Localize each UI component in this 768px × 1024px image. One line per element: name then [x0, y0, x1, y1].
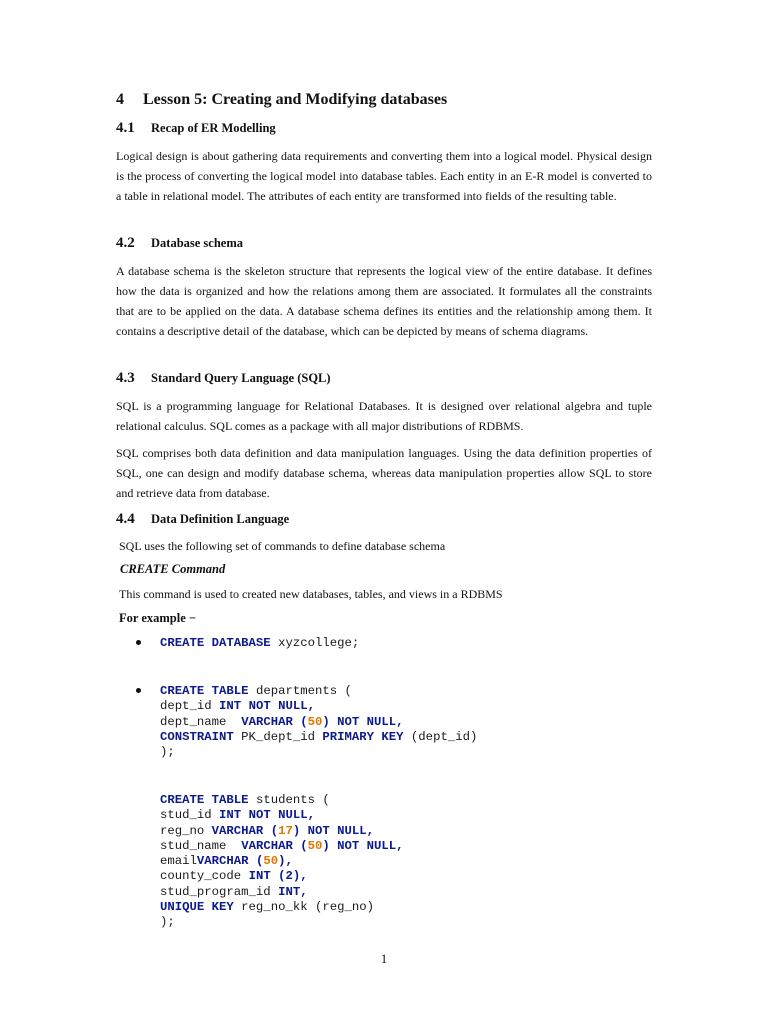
bullet [136, 640, 141, 645]
section-heading-4-4: 4.4 Data Definition Language [116, 511, 290, 527]
paragraph-schema: A database schema is the skeleton structure that represents the logical view of the entire database. It defines how the data is organized and how the relations among them are associated. It formulates all the constraints that are to be applied on the data. A database schema defines its entities and the relationship among them. It contains a descriptive detail of the database, which can be depicted by means of schema diagrams. [116, 264, 652, 338]
section-heading-4-3: 4.3 Standard Query Language (SQL) [116, 370, 331, 386]
paragraph-er-recap: Logical design is about gathering data requirements and converting them into a logical model. Physical design is the process of converting the logical model into database tables. Each entity in an E-R model is converted to a table in relational model. The attributes of each entity are transformed into fields of the resulting table. [116, 149, 652, 203]
code-create-database: CREATE DATABASE xyzcollege; [160, 636, 360, 650]
lesson-heading [116, 91, 447, 109]
section-heading-4-2: 4.2 Database schema [116, 235, 244, 251]
create-command-heading: CREATE Command [120, 562, 226, 576]
ddl-intro: SQL uses the following set of commands to define database schema [119, 539, 446, 553]
lesson-number: 4 [116, 91, 124, 108]
create-command-description: This command is used to created new databases, tables, and views in a RDBMS [119, 587, 503, 601]
page-number: 1 [380, 951, 388, 966]
paragraph-sql-components: SQL comprises both data definition and data manipulation languages. Using the data definition properties of SQL, one can design and modify database schema, whereas data manipulation properties allow SQL to store and retrieve data from database. [116, 446, 652, 500]
paragraph-sql-intro: SQL is a programming language for Relational Databases. It is designed over relational algebra and tuple relational calculus. SQL comes as a package with all major distributions of RDBMS. [116, 399, 652, 433]
code-create-table-departments: CREATE TABLE departments ( dept_id INT NOT NULL, dept_name VARCHAR (50) NOT NULL, CONSTRAINT PK_dept_id PRIMARY KEY (dept_id) ); [160, 684, 478, 760]
for-example-label: For example − [119, 611, 197, 625]
section-heading-4-1: 4.1 Recap of ER Modelling [116, 120, 276, 136]
lesson-title: Lesson 5: Creating and Modifying databases [143, 91, 448, 108]
bullet [136, 688, 141, 693]
code-create-table-students: CREATE TABLE students ( stud_id INT NOT NULL, reg_no VARCHAR (17) NOT NULL, stud_name VARCHAR (50) NOT NULL, emailVARCHAR (50), county_code INT (2), stud_program_id INT, UNIQUE KEY reg_no_kk (reg_no) ); [160, 793, 404, 930]
